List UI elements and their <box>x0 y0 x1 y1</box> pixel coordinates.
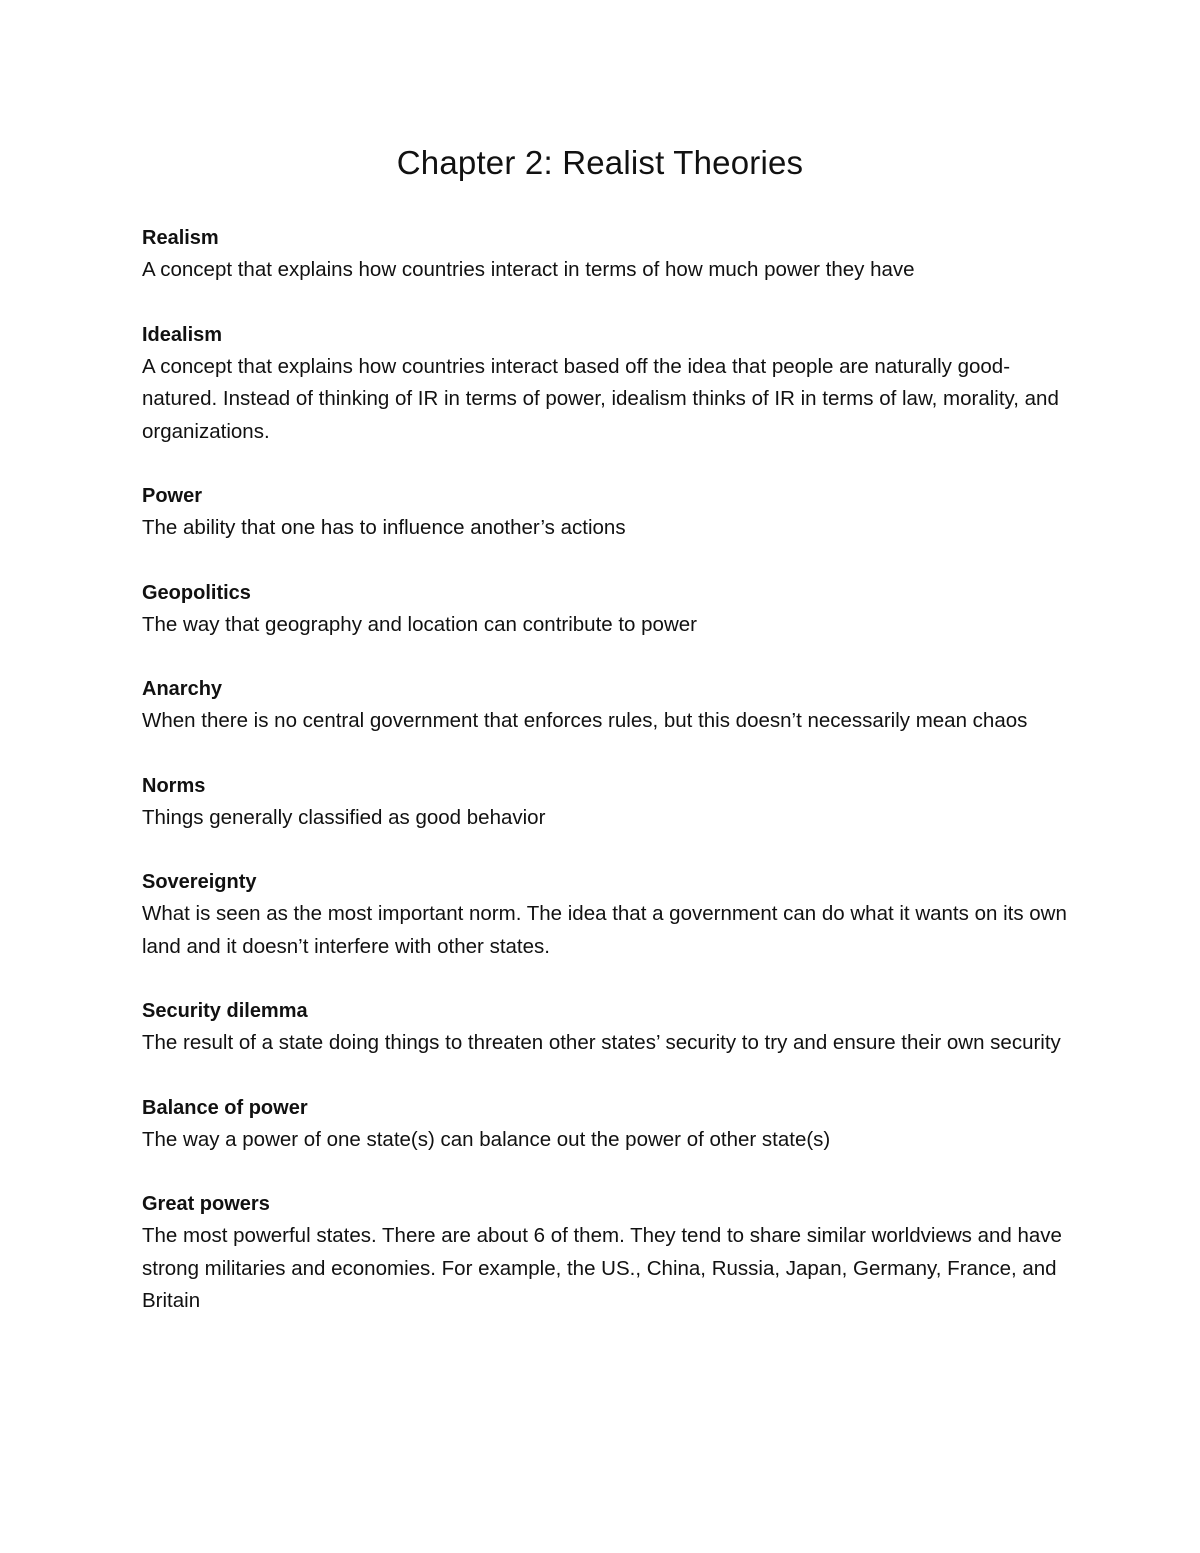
term-definition: The way that geography and location can contribute to power <box>142 612 697 636</box>
term-heading: Security dilemma <box>142 1000 308 1022</box>
term-heading: Anarchy <box>142 678 223 700</box>
term-heading: Idealism <box>142 323 223 346</box>
term-heading: Realism <box>142 227 219 249</box>
term-definition: The result of a state doing things to threaten other states’ security to try and ensure their own security <box>142 1031 1061 1054</box>
term-definition: Things generally classified as good behavior <box>142 805 546 829</box>
term-definition: A concept that explains how countries interact in terms of how much power they have <box>142 258 915 281</box>
glossary-list <box>142 222 1072 1350</box>
glossary-entry-anarchy <box>142 673 1072 738</box>
term-definition: What is seen as the most important norm. The idea that a government can do what it wants on its own land and it doesn’t interfere with other states. <box>142 902 1067 958</box>
glossary-entry-norms <box>142 770 1072 835</box>
glossary-entry-geopolitics <box>142 577 1072 642</box>
glossary-entry-idealism <box>142 319 1072 449</box>
glossary-entry-realism <box>142 222 1072 287</box>
term-definition: When there is no central government that enforces rules, but this doesn’t necessarily mean chaos <box>142 709 1028 732</box>
glossary-entry-balance-of-power <box>142 1092 1072 1157</box>
term-heading: Geopolitics <box>142 581 251 604</box>
term-definition: A concept that explains how countries interact based off the idea that people are naturally good-natured. Instead of thinking of IR in terms of power, idealism thinks of IR in terms of law, morality, and organizations. <box>142 354 1059 443</box>
term-heading: Power <box>142 485 203 507</box>
term-heading: Balance of power <box>142 1096 308 1119</box>
term-heading: Sovereignty <box>142 871 257 893</box>
term-definition: The most powerful states. There are about 6 of them. They tend to share similar worldviews and have strong militaries and economies. For example, the US., China, Russia, Japan, Germany, France, and Britain <box>142 1224 1062 1312</box>
term-heading: Great powers <box>142 1193 270 1215</box>
term-heading: Norms <box>142 774 206 797</box>
glossary-entry-sovereignty <box>142 866 1072 963</box>
term-definition: The ability that one has to influence another’s actions <box>142 516 626 539</box>
page-title: Chapter 2: Realist Theories <box>396 144 804 181</box>
term-definition: The way a power of one state(s) can balance out the power of other state(s) <box>142 1127 831 1151</box>
glossary-entry-great-powers <box>142 1188 1072 1318</box>
glossary-entry-security-dilemma <box>142 995 1072 1060</box>
glossary-entry-power <box>142 480 1072 545</box>
